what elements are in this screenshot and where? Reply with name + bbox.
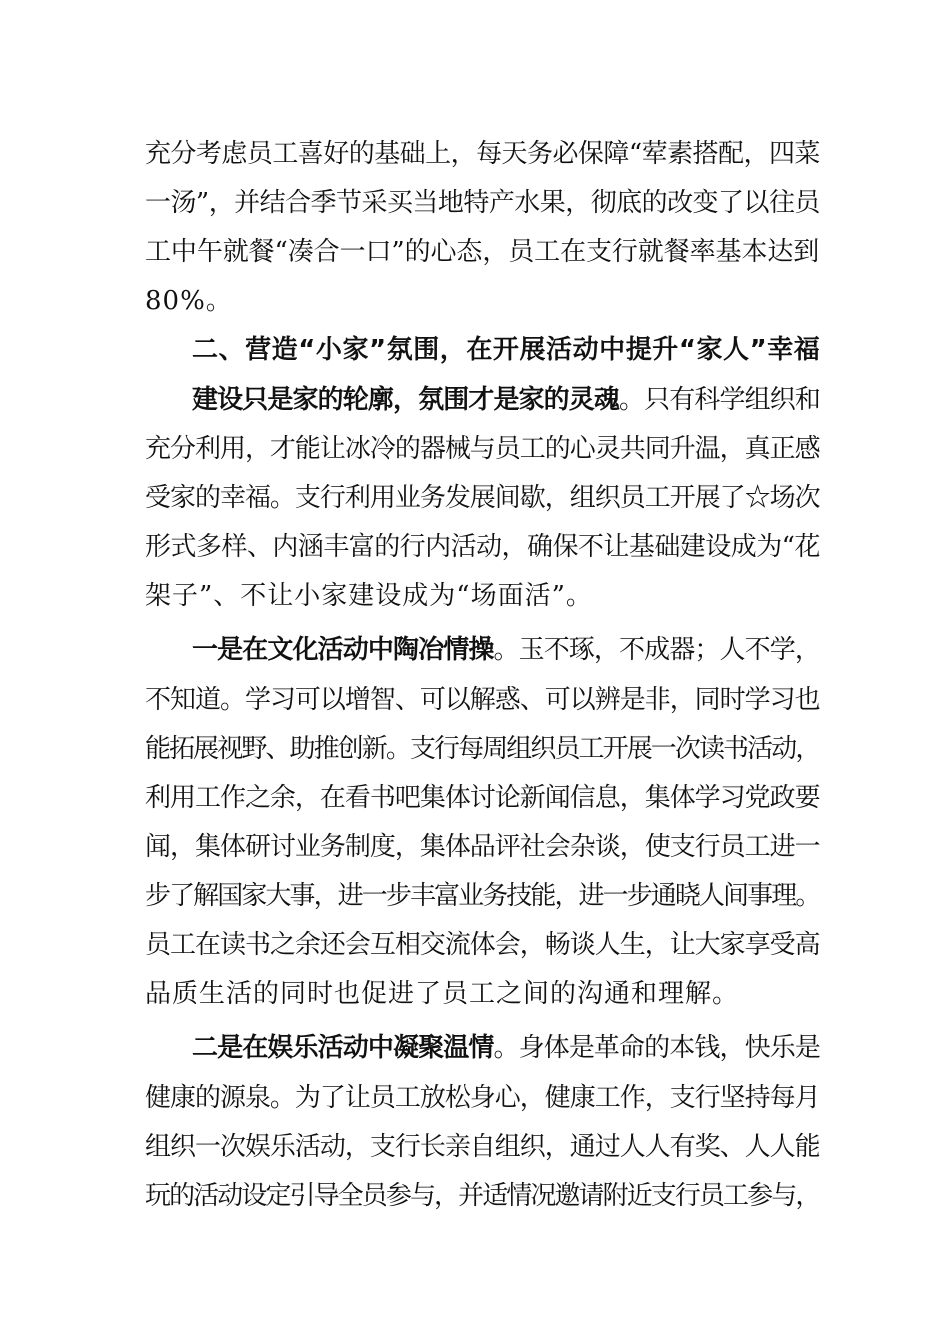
body-line: 受家的幸福。支行利用业务发展间歇，组织员工开展了☆场次 [145,483,820,513]
body-line: 形式多样、内涵丰富的行内活动，确保不让基础建设成为“花 [145,532,820,562]
body-text: 。身体是革命的本钱，快乐是 [493,1033,821,1063]
lead-sentence: 一是在文化活动中陶冶情操 [192,635,494,665]
body-line: 员工在读书之余还会互相交流体会，畅谈人生，让大家享受高 [145,930,820,960]
body-line: 能拓展视野、助推创新。支行每周组织员工开展一次读书活动， [145,734,820,764]
body-line: 闻，集体研讨业务制度，集体品评社会杂谈，使支行员工进一 [145,832,820,862]
body-line: 品质生活的同时也促进了员工之间的沟通和理解。 [145,979,740,1009]
body-line [192,380,825,420]
body-text: 。玉不琢，不成器；人不学， [493,635,821,665]
body-line [192,630,825,670]
body-line: 利用工作之余，在看书吧集体讨论新闻信息，集体学习党政要 [145,783,820,813]
body-line: 充分利用，才能让冰冷的器械与员工的心灵共同升温，真正感 [145,434,820,464]
section-heading: 二、营造“小家”氛围，在开展活动中提升“家人”幸福 [192,335,821,365]
lead-sentence: 建设只是家的轮廓，氛围才是家的灵魂 [192,385,620,415]
body-line: 步了解国家大事，进一步丰富业务技能，进一步通晓人间事理。 [145,881,820,911]
body-text: 。只有科学组织和 [619,385,821,415]
body-line: 一汤”，并结合季节采买当地特产水果，彻底的改变了以往员 [145,188,820,218]
body-line: 80%。 [145,286,233,316]
body-line [192,1028,825,1068]
body-line: 不知道。学习可以增智、可以解惑、可以辨是非，同时学习也 [145,685,820,715]
body-line: 健康的源泉。为了让员工放松身心，健康工作，支行坚持每月 [145,1083,820,1113]
body-line: 玩的活动设定引导全员参与，并适情况邀请附近支行员工参与， [145,1181,820,1211]
body-line: 充分考虑员工喜好的基础上，每天务必保障“荤素搭配，四菜 [145,139,820,169]
lead-sentence: 二是在娱乐活动中凝聚温情 [192,1033,494,1063]
body-line: 工中午就餐“凑合一口”的心态，员工在支行就餐率基本达到 [145,237,820,267]
body-line: 组织一次娱乐活动，支行长亲自组织，通过人人有奖、人人能 [145,1132,820,1162]
body-line: 架子”、不让小家建设成为“场面活”。 [145,581,593,611]
